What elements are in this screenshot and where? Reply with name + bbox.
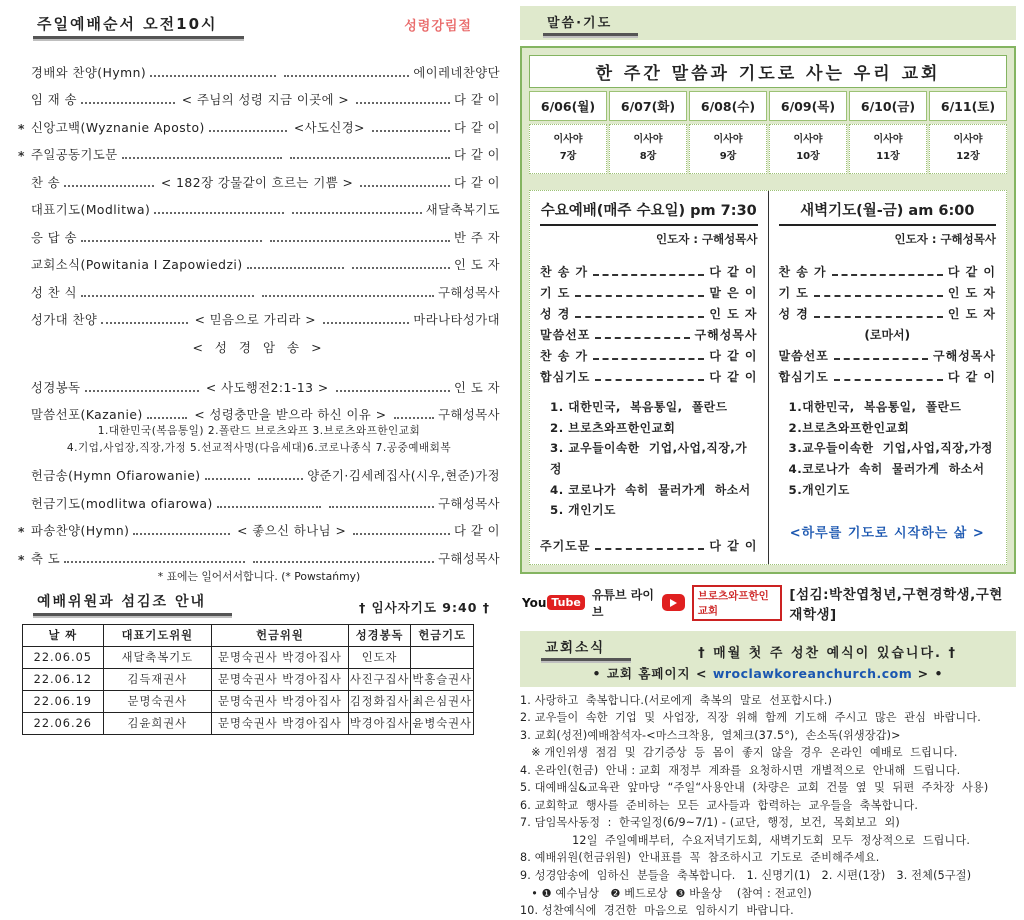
youtube-logo-you: You (522, 595, 547, 610)
dot-leader (64, 561, 245, 563)
standing-instruction-note: * 표에는 일어서서합니다. (* Powstańmy) (157, 569, 361, 583)
cell-offering-committee: 문명숙권사 박경아집사 (212, 668, 349, 690)
service-item-label: 기 도 (540, 286, 571, 300)
daily-reading-cell (849, 124, 927, 174)
dash-leader (575, 295, 704, 297)
order-row (18, 512, 500, 540)
dash-leader (595, 337, 689, 339)
church-news-title-tab (526, 635, 631, 661)
order-item-label: 임 재 송 (31, 93, 77, 107)
cell-rep-prayer: 김득재권사 (103, 668, 211, 690)
church-news-band (520, 631, 1016, 687)
standing-marker: * (18, 552, 25, 567)
prayer-topic: 2. 브로츠와프한인교회 (550, 420, 676, 435)
order-item-performer: 다 같 이 (454, 120, 501, 135)
order-item-performer: 반 주 자 (454, 230, 500, 245)
weekday-header-cell: 6/11(토) (929, 91, 1007, 121)
dot-leader (353, 533, 450, 535)
dot-leader (247, 267, 345, 269)
order-item-label: 헌금송(Hymn Ofiarowanie) (31, 469, 201, 484)
order-item-label: 성경봉독 (31, 380, 81, 395)
page-title: 주일예배순서 오전10시 (33, 12, 244, 39)
order-row (18, 108, 500, 136)
youtube-logo (522, 595, 585, 610)
reading-book: 이사야 (873, 134, 903, 145)
prayer-topic: 1. 대한민국, 복음통일, 폴란드 (550, 400, 728, 414)
cell-rep-prayer: 새달축복기도 (103, 646, 211, 668)
order-item-label: 성 찬 식 (31, 285, 77, 300)
service-item-performer: 다 같 이 (947, 265, 996, 279)
order-of-worship-list-2 (18, 368, 500, 423)
dot-leader (323, 322, 409, 324)
wednesday-prayer-topics (550, 397, 758, 521)
table-row (23, 668, 474, 690)
youtube-play-icon[interactable] (662, 594, 684, 611)
homepage-prefix: • 교회 홈페이지 < (592, 665, 708, 681)
word-prayer-band (520, 6, 1016, 40)
dash-leader (832, 274, 943, 276)
lords-prayer-label: 주기도문 (540, 538, 591, 553)
weekday-header-cell: 6/07(화) (609, 91, 687, 121)
committee-section-title: 예배위원과 섬김조 안내 (33, 590, 232, 616)
order-row (18, 368, 500, 396)
dot-leader (205, 478, 250, 480)
order-item-detail: < 좋으신 하나님 > (237, 524, 347, 539)
reading-chapter: 12장 (956, 151, 980, 162)
news-item: 2. 교우들이 속한 기업 및 사업장, 직장 위해 함께 기도해 주시고 많은 관심 바랍니다. (520, 711, 981, 725)
worship-order-title-tab (18, 12, 244, 39)
cell-offering-prayer (411, 646, 474, 668)
service-item-label: 찬 송 가 (540, 265, 589, 279)
officers-prayer-time-note: † 임사자기도 9:40 † (358, 599, 490, 615)
church-news-header-row (526, 635, 1010, 661)
memory-verse-heading: < 성 경 암 송 > (192, 340, 326, 355)
order-of-worship-list-3 (18, 457, 500, 567)
service-item-performer: 구해성목사 (694, 328, 758, 342)
news-item: ※ 개인위생 점검 및 감기증상 등 몸이 좋지 않을 경우 온라인 예배로 드립니다. (520, 746, 958, 760)
service-item-performer: 인 도 자 (947, 286, 996, 300)
dawn-leader: 인도자 : 구해성목사 (894, 232, 996, 246)
order-row (18, 457, 500, 485)
liturgical-season-label: 성령강림절 (404, 19, 472, 34)
order-item-label: 신앙고백(Wyznanie Aposto) (31, 120, 205, 135)
order-row (18, 136, 500, 164)
service-item-performer: 인 도 자 (709, 307, 758, 321)
dot-leader (336, 390, 450, 392)
service-order-row (540, 322, 758, 343)
media-serving-credits: [섬김:박찬엽청년,구현경학생,구현재학생] (789, 586, 1003, 623)
order-item-label: 말씀선포(Kazanie) (31, 408, 143, 422)
service-order-row (779, 301, 997, 322)
cell-offering-prayer: 최은심권사 (411, 690, 474, 712)
order-item-performer: 마라나타성가대 (413, 313, 500, 327)
service-order-row (779, 280, 997, 301)
sermon-topics-line2: 4.기업,사업장,직장,가정 5.선교적사명(다음세대)6.코로나종식 7.공중예배회복 (66, 441, 452, 454)
homepage-url-link[interactable]: wroclawkoreanchurch.com (712, 665, 913, 681)
daily-reading-row (529, 124, 1007, 174)
order-item-detail: <사도신경> (293, 120, 365, 135)
service-item-performer: 다 같 이 (709, 349, 758, 363)
service-order-row (540, 301, 758, 322)
order-item-performer: 다 같 이 (454, 175, 500, 190)
weekday-header-cell: 6/10(금) (849, 91, 927, 121)
service-item-performer: 구해성목사 (933, 349, 996, 363)
daily-reading-cell (929, 124, 1007, 174)
news-item: 12일 주일예배부터, 수요저녁기도회, 새벽기도회 모두 정상적으로 드립니다. (520, 833, 971, 847)
order-row (18, 539, 500, 567)
order-item-performer: 구해성목사 (438, 285, 500, 300)
order-item-performer: 인 도 자 (454, 380, 500, 395)
lords-prayer-performer: 다 같 이 (709, 538, 758, 553)
play-triangle-icon (670, 599, 677, 607)
order-item-label: 주일공동기도문 (31, 148, 118, 162)
cell-offering-committee: 문명숙권사 박경아집사 (212, 712, 349, 734)
dash-leader (814, 316, 943, 318)
order-row (18, 163, 500, 191)
prayer-topic: 4. 코로나가 속히 물러가게 하소서 (550, 482, 751, 497)
cell-date: 22.06.19 (23, 690, 104, 712)
order-row (18, 246, 500, 274)
order-item-performer: 양준기·김세례집사(시우,현준)가정 (307, 469, 501, 484)
order-row (18, 273, 500, 301)
news-item: 4. 온라인(헌금) 안내 : 교회 재정부 계좌를 요청하시면 개별적으로 안내해 드립니다. (520, 763, 961, 777)
lords-prayer-row (540, 533, 758, 554)
dot-leader (85, 390, 199, 392)
news-item: 9. 성경암송에 임하신 분들을 축복합니다. 1. 신명기(1) 2. 시편(1장) 3. 전체(5구절) (520, 869, 972, 882)
dot-leader (81, 102, 175, 104)
dot-leader (262, 295, 435, 297)
word-prayer-title-tab (528, 11, 1008, 36)
service-item-label: 찬 송 가 (540, 349, 589, 363)
weekly-devotion-box (520, 46, 1016, 574)
committee-title-tab (18, 590, 232, 616)
wednesday-leader: 인도자 : 구해성목사 (656, 232, 758, 246)
weekday-header-cell: 6/09(목) (769, 91, 847, 121)
column-header: 헌금기도 (411, 624, 474, 646)
church-news-section-title: 교회소식 (541, 635, 631, 661)
daily-reading-cell (689, 124, 767, 174)
dash-leader (575, 316, 704, 318)
service-item-label: 기 도 (778, 286, 809, 300)
dot-leader (253, 561, 434, 563)
news-item: 1. 사랑하고 축복합니다.(서로에게 축복의 말로 선포합시다.) (520, 693, 833, 707)
order-item-label: 대표기도(Modlitwa) (31, 203, 151, 217)
reading-book: 이사야 (953, 134, 983, 145)
service-item-label: 말씀선포 (540, 328, 591, 342)
daily-reading-cell (769, 124, 847, 174)
weekday-header-row (529, 91, 1007, 121)
cell-offering-prayer: 윤병숙권사 (411, 712, 474, 734)
order-item-label: 찬 송 (31, 175, 61, 190)
service-order-row (540, 343, 758, 364)
cell-date: 22.06.05 (23, 646, 104, 668)
service-order-row (779, 259, 997, 280)
order-item-performer: 구해성목사 (438, 496, 500, 511)
homepage-line (526, 664, 1010, 682)
youtube-channel-badge[interactable]: 브로츠와프한인교회 (692, 585, 783, 621)
dash-leader (593, 274, 704, 276)
dash-leader (595, 548, 704, 550)
service-item-label: 성 경 (540, 307, 571, 321)
table-row (23, 690, 474, 712)
order-item-performer: 구해성목사 (438, 551, 501, 566)
order-row (18, 81, 500, 109)
dawn-order-list-b (779, 343, 997, 385)
order-item-label: 응 답 송 (31, 230, 77, 245)
order-item-detail: < 성령충만을 받으라 하신 이유 > (194, 408, 387, 422)
service-item-performer: 다 같 이 (709, 370, 758, 384)
news-item: 6. 교회학교 행사를 준비하는 모든 교사들과 합력하는 교우들을 축복합니다. (520, 798, 919, 812)
order-row (18, 396, 500, 424)
cell-date: 22.06.12 (23, 668, 104, 690)
dot-leader (64, 185, 154, 187)
daily-reading-cell (609, 124, 687, 174)
weekly-devotion-title: 한 주간 말씀과 기도로 사는 우리 교회 (529, 55, 1007, 88)
table-row (23, 646, 474, 668)
dawn-prayer-topics (789, 397, 997, 500)
dot-leader (150, 75, 276, 77)
order-item-detail: < 사도행전2:1-13 > (205, 380, 329, 395)
service-item-performer: 인 도 자 (947, 307, 996, 321)
dot-leader (352, 267, 450, 269)
dot-leader (258, 478, 303, 480)
weekday-header-cell: 6/06(월) (529, 91, 607, 121)
column-header: 헌금위원 (212, 624, 349, 646)
service-item-performer: 다 같 이 (947, 370, 996, 384)
column-header: 성경봉독 (348, 624, 411, 646)
prayer-topic: 3.교우들이속한 기업,사업,직장,가정 (788, 441, 993, 456)
dot-leader (372, 130, 450, 132)
cell-scripture-reading: 인도자 (348, 646, 411, 668)
service-order-row (779, 343, 997, 364)
dash-leader (834, 358, 928, 360)
service-item-performer: 맡 은 이 (709, 286, 758, 300)
order-row (18, 53, 500, 81)
word-prayer-section-title: 말씀·기도 (543, 11, 638, 36)
reading-chapter: 7장 (559, 151, 577, 162)
order-of-worship-list-1 (18, 53, 500, 328)
wednesday-service-title: 수요예배(매주 수요일) pm 7:30 (540, 199, 758, 226)
column-header: 날 짜 (23, 624, 104, 646)
cell-rep-prayer: 김윤희권사 (103, 712, 211, 734)
dot-leader (122, 157, 282, 159)
dash-leader (593, 358, 704, 360)
dot-leader (356, 102, 450, 104)
order-item-label: 축 도 (31, 551, 61, 566)
dawn-prayer-title: 새벽기도(월-금) am 6:00 (779, 199, 997, 226)
prayer-topic: 5.개인기도 (788, 482, 850, 497)
order-item-label: 교회소식(Powitania I Zapowiedzi) (31, 258, 243, 272)
reading-chapter: 8장 (639, 151, 657, 162)
order-item-performer: 다 같 이 (454, 524, 500, 539)
standing-marker: * (18, 525, 25, 540)
cell-scripture-reading: 김정화집사 (348, 690, 411, 712)
reading-chapter: 11장 (876, 151, 900, 162)
prayer-topic: 3. 교우들이속한 기업,사업,직장,가정 (550, 441, 748, 476)
service-order-row (540, 259, 758, 280)
dot-leader (209, 130, 287, 132)
spacer (529, 174, 1007, 190)
reading-book: 이사야 (713, 134, 743, 145)
daily-reading-cell (529, 124, 607, 174)
service-item-label: 말씀선포 (778, 349, 829, 363)
dash-leader (814, 295, 943, 297)
dash-leader (834, 379, 943, 381)
prayer-topic: 2.브로츠와프한인교회 (788, 420, 910, 435)
news-item: 8. 예배위원(헌금위원) 안내표를 꼭 참조하시고 기도로 준비해주세요. (520, 851, 880, 865)
order-item-detail: < 182장 강물같이 흐르는 기쁨 > (160, 175, 354, 190)
standing-marker: * (18, 121, 25, 136)
cell-offering-prayer: 박홍슬권사 (411, 668, 474, 690)
order-item-label: 헌금기도(modlitwa ofiarowa) (31, 496, 213, 511)
service-item-label: 합심기도 (540, 370, 591, 384)
church-news-list (520, 692, 1016, 920)
dawn-prayer-panel (769, 191, 1007, 564)
service-committee-table (22, 624, 474, 735)
column-header: 대표기도위원 (103, 624, 211, 646)
order-row (18, 484, 500, 512)
wednesday-order-list (540, 259, 758, 385)
order-item-label: 성가대 찬양 (31, 313, 98, 327)
reading-book: 이사야 (553, 134, 583, 145)
service-order-row (540, 364, 758, 385)
order-item-detail: < 주님의 성령 지금 이곳에 > (181, 93, 350, 107)
service-panels (529, 190, 1007, 565)
order-row (18, 301, 500, 329)
order-item-performer: 다 같 이 (454, 148, 500, 162)
dot-leader (133, 533, 230, 535)
dawn-order-list-a (779, 259, 997, 322)
news-item: 3. 교회(성전)예배참석자-<마스크착용, 열체크(37.5°), 손소독(위생장갑)> (520, 728, 901, 742)
cell-scripture-reading: 사진구집사 (348, 668, 411, 690)
table-header-row (23, 624, 474, 646)
order-item-performer: 다 같 이 (454, 93, 501, 107)
order-item-performer: 구해성목사 (438, 408, 500, 422)
reading-chapter: 10장 (796, 151, 820, 162)
service-order-row (779, 364, 997, 385)
prayer-topic: 5. 개인기도 (550, 503, 616, 518)
dot-leader (154, 212, 284, 214)
service-item-performer: 다 같 이 (709, 265, 758, 279)
order-row (18, 218, 500, 246)
cell-offering-committee: 문명숙권사 박경아집사 (212, 690, 349, 712)
news-item: 10. 성찬예식에 경건한 마음으로 임하시기 바랍니다. (520, 904, 794, 918)
order-item-performer: 새달축복기도 (425, 203, 501, 217)
dot-leader (290, 157, 450, 159)
service-item-label: 합심기도 (778, 370, 829, 384)
dot-leader (147, 417, 188, 419)
worship-order-page (18, 12, 500, 735)
dot-leader (292, 212, 422, 214)
cell-offering-committee: 문명숙권사 박경아집사 (212, 646, 349, 668)
communion-note: † 매월 첫 주 성찬 예식이 있습니다. † (698, 645, 958, 661)
service-item-label: 성 경 (778, 307, 809, 321)
reading-book: 이사야 (633, 134, 663, 145)
reading-book: 이사야 (793, 134, 823, 145)
dot-leader (360, 185, 450, 187)
dot-leader (101, 322, 187, 324)
standing-marker: * (18, 149, 25, 163)
order-item-label: 경배와 찬양(Hymn) (31, 65, 147, 80)
cell-scripture-reading: 박경아집사 (348, 712, 411, 734)
dawn-quote: <하루를 기도로 시작하는 삶 > (789, 526, 985, 542)
service-order-row (540, 280, 758, 301)
dot-leader (81, 240, 262, 242)
order-item-performer: 인 도 자 (454, 258, 501, 272)
youtube-logo-tube: Tube (547, 595, 584, 610)
wednesday-service-panel (530, 191, 769, 564)
order-item-performer: 에이레네찬양단 (413, 65, 501, 80)
cell-rep-prayer: 문명숙권사 (103, 690, 211, 712)
table-row (23, 712, 474, 734)
romans-note: (로마서) (864, 328, 911, 342)
youtube-live-row (522, 583, 1014, 623)
sermon-topics-line1: 1.대한민국(복음통일) 2.폴란드 브로츠와프 3.브로츠와프한인교회 (97, 425, 421, 437)
worship-order-header (18, 12, 500, 39)
weekday-header-cell: 6/08(수) (689, 91, 767, 121)
order-row (18, 191, 500, 219)
dot-leader (81, 295, 254, 297)
committee-section-header (18, 590, 500, 616)
prayer-topic: 4.코로나가 속히 물러가게 하소서 (788, 461, 985, 476)
service-item-label: 찬 송 가 (778, 265, 827, 279)
order-item-detail: < 믿음으로 가리라 > (194, 313, 317, 327)
dot-leader (394, 417, 435, 419)
table-body (23, 646, 474, 734)
news-item: 5. 대예배실&교육관 앞마당 “주일“사용안내 (차량은 교회 건물 옆 및 뒤편 주차장 사용) (520, 781, 989, 795)
prayer-topic: 1.대한민국, 복음통일, 폴란드 (788, 400, 962, 414)
homepage-suffix: > • (917, 665, 944, 681)
sermon-prayer-topics (18, 423, 500, 457)
youtube-live-label: 유튜브 라이브 (591, 587, 654, 619)
cell-date: 22.06.26 (23, 712, 104, 734)
dot-leader (284, 75, 410, 77)
dot-leader (217, 506, 322, 508)
dot-leader (270, 240, 451, 242)
news-item: • ❶ 예수님상 ❷ 베드로상 ❸ 바울상 (참여 : 전교인) (520, 886, 812, 900)
reading-chapter: 9장 (719, 151, 737, 162)
word-and-prayer-page (520, 6, 1016, 920)
dash-leader (595, 379, 704, 381)
order-item-label: 파송찬양(Hymn) (31, 524, 130, 539)
news-item: 7. 담임목사동정 : 한국일정(6/9~7/1) - (교단, 행정, 보건, 목회보고 외) (520, 816, 900, 830)
dot-leader (329, 506, 434, 508)
